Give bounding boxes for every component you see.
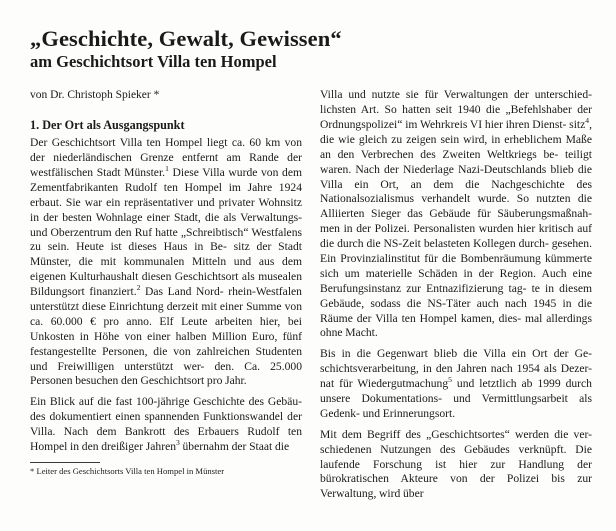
two-column-body [30,88,592,502]
page-title: „Geschichte, Gewalt, Gewissen“ [30,26,342,51]
page-subtitle: am Geschichtsort Villa ten Hompel [30,52,277,72]
left-column [30,88,302,502]
footnote-separator [30,462,100,463]
title-block [30,26,586,72]
paragraph: Ein Blick auf die fast 100-jährige Geschichte des Gebäu- des dokumentiert einen spannenden Funktionswandel der Villa. Nach dem Bankrott des Erbauers Rudolf ten Hompel in den dreißiger Jahren$^3$ übernahm der Staat die [30,395,302,453]
paragraph: Villa und nutzte sie für Verwaltungen der unterschied- lichsten Art. So hatten seit 1940 die „Befehlshaber der Ordnungspolizei“ im Wehrkreis VI hier ihren Dienst- sitz$^4$, die wie gleich zu zeigen sein wird, in erheblichem Maße an den Verbrechen des Zweiten Weltkriegs be- teiligt waren. Nach der Niederlage Nazi-Deutschlands blieb die Villa ein Ort, an dem die Nachgeschichte des Nationalsozialismus verhandelt wurde. So nutzten die Alliierten Sieger das Gebäude für Säuberungsmaßnah- men in der Polizei. Personalisten wurden hier kritisch auf die durch die NS-Zeit belasteten Kollegen durch- gesehen. Ein Provinzialinstitut für die Bombenräumung kümmerte sich um materielle Schäden in der Region. Auch eine Berufungsinstanz zur Entnazifizierung tag- te in diesem Gebäude, sodass die NS-Täter auch nach 1945 in die Räume der Villa ten Hompel kamen, dies- mal allerdings ohne Macht. [320,88,592,340]
right-column [320,88,592,502]
paragraph: Mit dem Begriff des „Geschichtsortes“ werden die ver- schiedenen Nutzungen des Gebäudes verknüpft. Die laufende Forschung ist hier zur Handlung der bürokratischen Akteure von der Polizei bis zur Verwaltung, wird über [320,427,592,501]
section-heading: 1. Der Ort als Ausgangspunkt [30,117,185,132]
footnote-text: * Leiter des Geschichtsorts Villa ten Hompel in Münster [30,465,225,476]
paragraph: Bis in die Gegenwart blieb die Villa ein Ort der Ge- schichtsverarbeitung, in den Jahren nach 1954 als Dezer- nat für Wiedergutmachung$^5$ und letztlich ab 1999 durch unsere Dokumentations- und Vermittlungsarbeit als Gedenk- und Erinnerungsort. [320,347,592,420]
author-byline: von Dr. Christoph Spieker * [30,89,160,102]
paragraph: Der Geschichtsort Villa ten Hompel liegt ca. 60 km von der niederländischen Grenze entfernt am Rande der westfälischen Stadt Münster.$^1$ Diese Villa wurde von dem Zementfabrikanten Rudolf ten Hompel im Jahre 1924 erbaut. Sie war ein repräsentativer und privater Wohnsitz in der besten Wohnlage einer Stadt, die als Verwaltungs- und Oberzentrum den Ruf hatte „Schreibtisch“ Westfalens zu sein. Heute ist dieses Haus in Be- sitz der Stadt Münster, die mit kommunalen Mitteln und aus dem eigenen Kulturhaushalt diesen Geschichtsort als musealen Bildungsort finanziert.$^2$ Das Land Nord- rhein-Westfalen unterstützt diese Einrichtung derzeit mit einer Summe von ca. 60.000 € pro anno. Elf Leute arbeiten hier, bei Unkosten in Höhe von einer halben Million Euro, fünf festangestellte Personen, die von zahlreichen Studenten und Freiwilligen unterstützt wer- den. Ca. 25.000 Personen besuchen den Geschichtsort pro Jahr. [30,136,302,388]
